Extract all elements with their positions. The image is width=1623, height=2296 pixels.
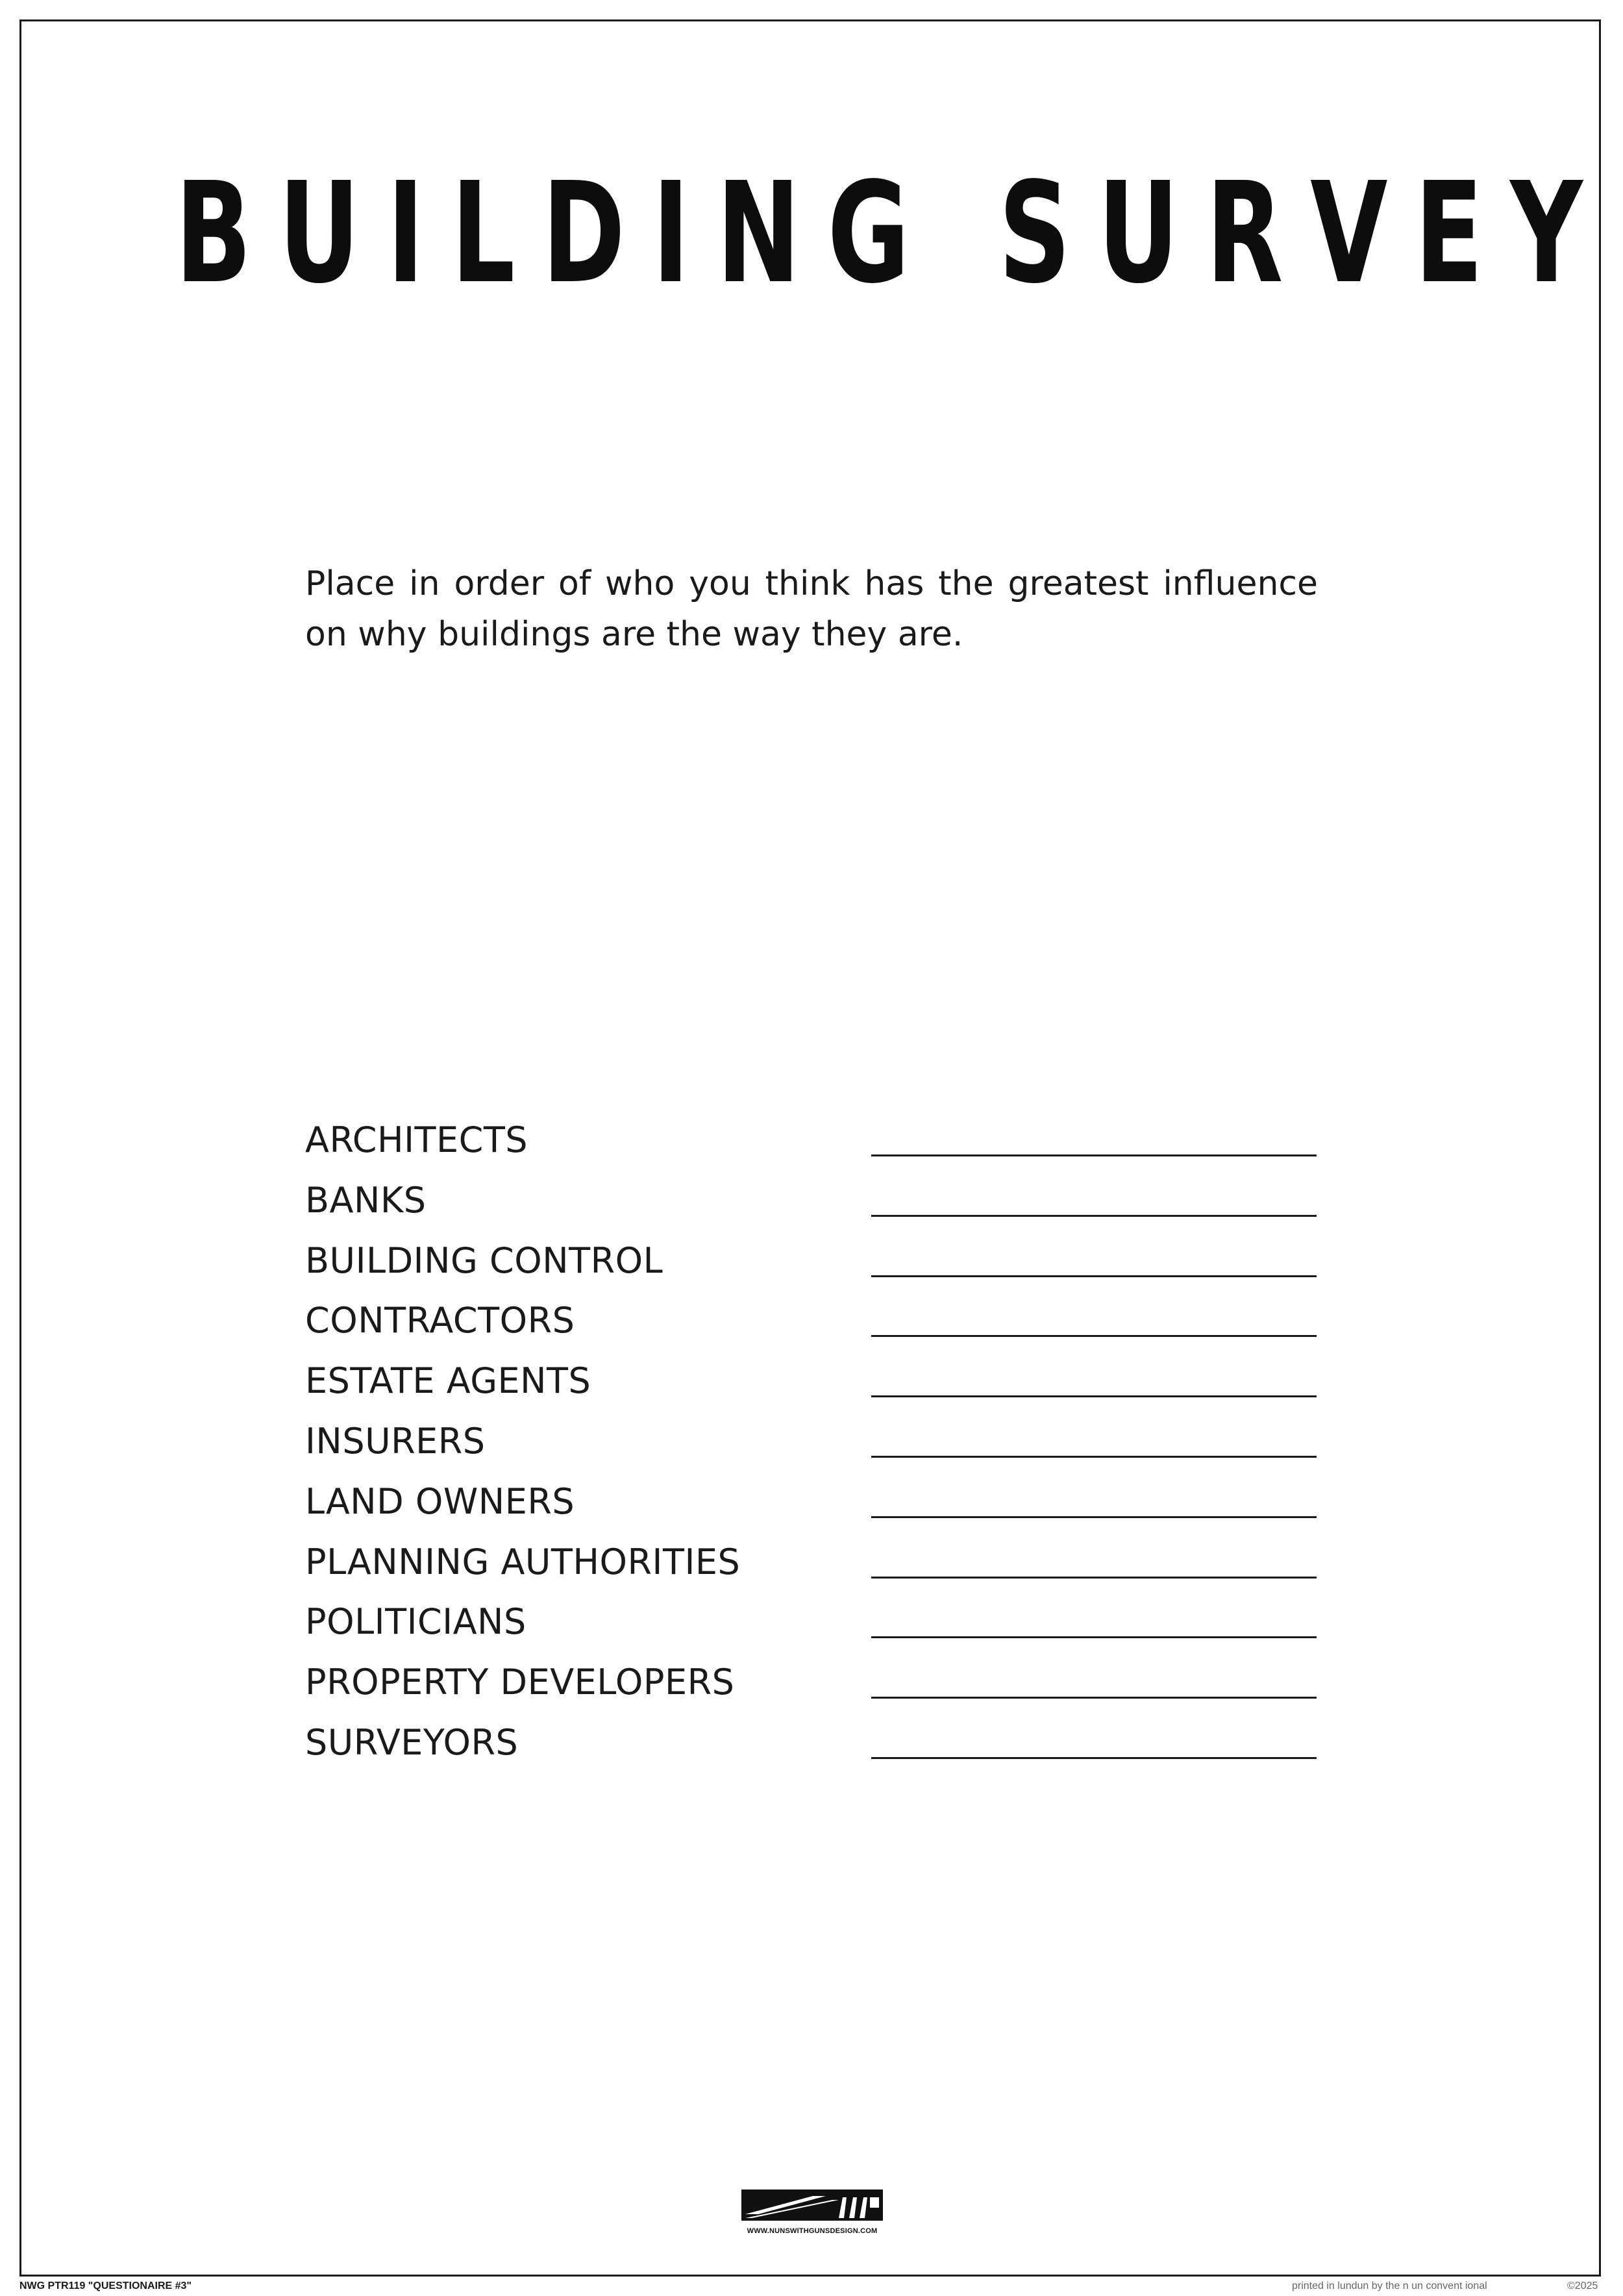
ranking-answer-line-architects[interactable]: [871, 1154, 1317, 1156]
ranking-row: [305, 1412, 1318, 1472]
ranking-label-contractors: CONTRACTORS: [305, 1300, 575, 1341]
ranking-answer-line-banks[interactable]: [871, 1215, 1317, 1217]
ranking-label-property-developers: PROPERTY DEVELOPERS: [305, 1662, 735, 1703]
footer-printed-note: printed in lundun by the n un convent ional: [1292, 2280, 1487, 2291]
ranking-row: [305, 1110, 1318, 1171]
ranking-answer-line-land-owners[interactable]: [871, 1516, 1317, 1518]
logo-url-text: WWW.NUNSWITHGUNSDESIGN.COM: [747, 2227, 878, 2235]
ranking-list: [305, 1110, 1318, 1773]
ranking-row: [305, 1351, 1318, 1412]
ranking-label-estate-agents: ESTATE AGENTS: [305, 1360, 591, 1402]
ranking-label-land-owners: LAND OWNERS: [305, 1480, 575, 1522]
ranking-answer-line-contractors[interactable]: [871, 1335, 1317, 1337]
ranking-row: [305, 1532, 1318, 1593]
footer-product-code: NWG PTR119 "QUESTIONAIRE #3": [19, 2280, 192, 2291]
footer-copyright: ©2025: [1567, 2280, 1598, 2291]
ranking-row: [305, 1472, 1318, 1532]
instructions-text: [305, 558, 1318, 660]
ranking-answer-line-building-control[interactable]: [871, 1275, 1317, 1277]
ranking-row: [305, 1231, 1318, 1292]
ranking-answer-line-surveyors[interactable]: [871, 1757, 1317, 1759]
instructions-paragraph: Place in order of who you think has the greatest influence on why buildings are the way they are.: [305, 564, 1318, 654]
ranking-row: [305, 1592, 1318, 1653]
ranking-row: [305, 1653, 1318, 1713]
ranking-row: [305, 1171, 1318, 1231]
ranking-row: [305, 1713, 1318, 1773]
ranking-answer-line-estate-agents[interactable]: [871, 1395, 1317, 1397]
poster-title: BUILDING SURVEY: [175, 153, 1610, 314]
ranking-label-surveyors: SURVEYORS: [305, 1721, 519, 1763]
ranking-answer-line-planning-authorities[interactable]: [871, 1577, 1317, 1578]
ranking-label-building-control: BUILDING CONTROL: [305, 1240, 663, 1281]
ranking-label-banks: BANKS: [305, 1179, 427, 1221]
nuns-with-guns-logo-icon: [741, 2188, 883, 2222]
ranking-label-planning-authorities: PLANNING AUTHORITIES: [305, 1541, 741, 1582]
ranking-answer-line-politicians[interactable]: [871, 1636, 1317, 1638]
ranking-answer-line-insurers[interactable]: [871, 1456, 1317, 1458]
ranking-label-insurers: INSURERS: [305, 1420, 486, 1462]
nuns-with-guns-logo: [741, 2188, 883, 2235]
ranking-label-politicians: POLITICIANS: [305, 1601, 527, 1643]
ranking-row: [305, 1291, 1318, 1351]
ranking-answer-line-property-developers[interactable]: [871, 1697, 1317, 1699]
ranking-label-architects: ARCHITECTS: [305, 1119, 528, 1160]
